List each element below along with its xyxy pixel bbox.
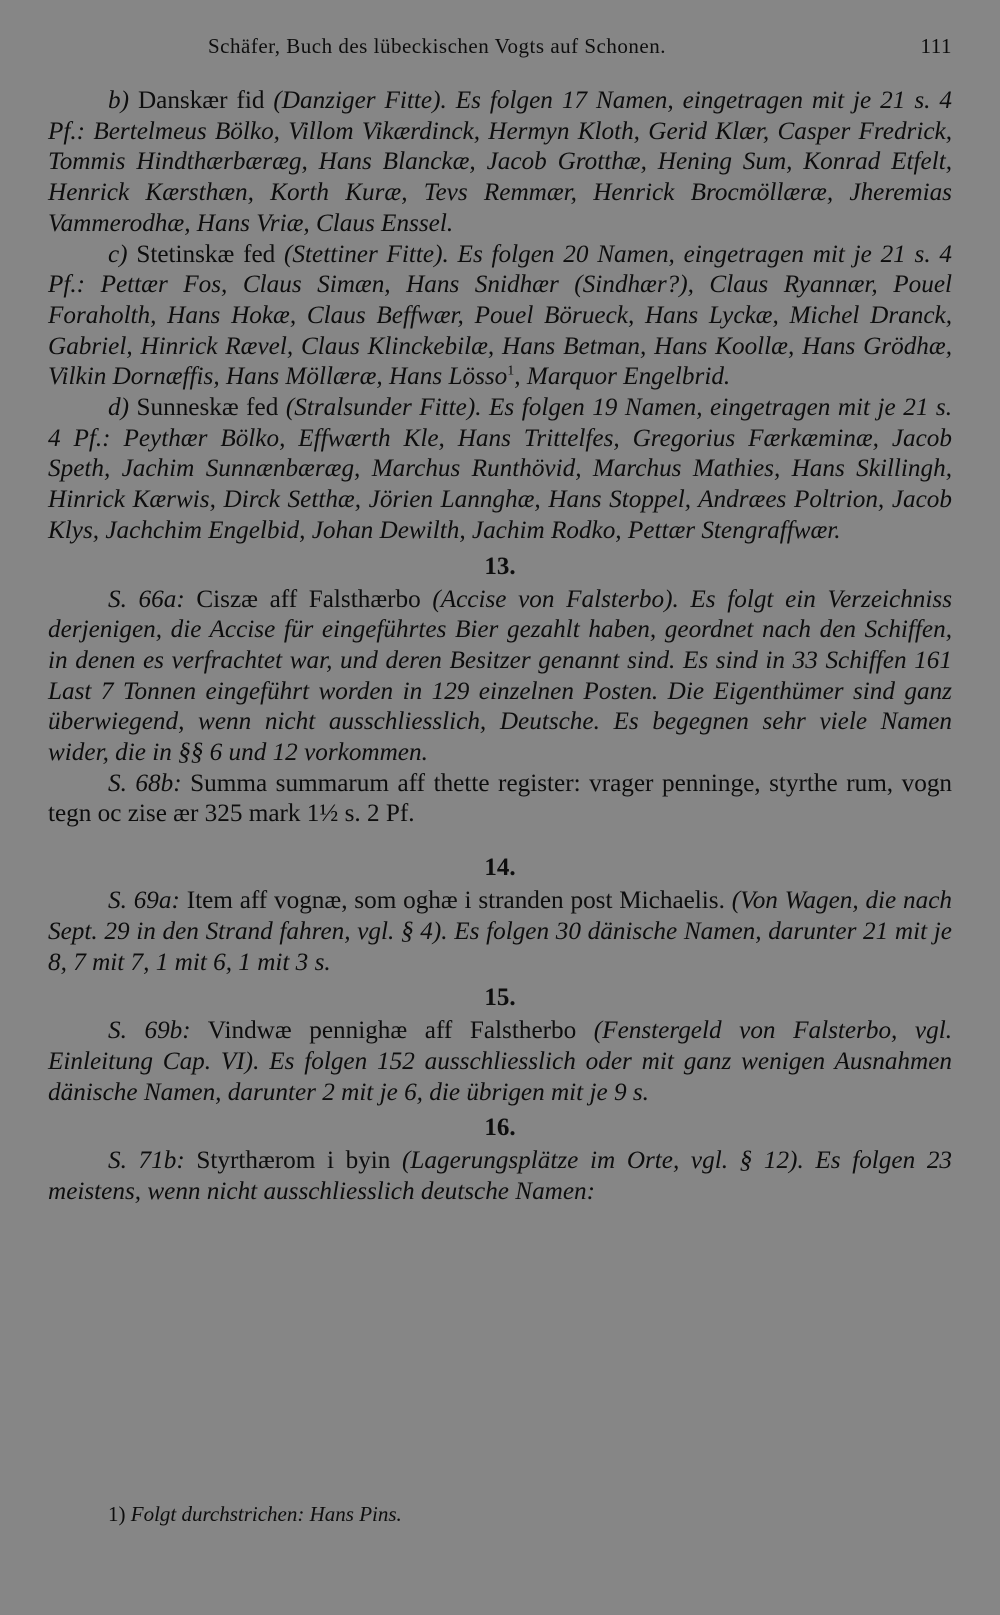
item-text-continued: , Marquor Engelbrid. — [514, 363, 731, 391]
section-16-paragraph — [48, 1146, 952, 1207]
section-text: (Fenstergeld von Falsterbo, vgl. Einleitung Cap. VI). Es folgen 152 ausschliesslich oder mit ganz wenigen Ausnahmen dänische Namen, darunter 2 mit je 6, die übrigen mit je 9 s. — [48, 1017, 953, 1106]
section-13-paragraph-1 — [48, 585, 952, 769]
section-15-paragraph — [48, 1016, 952, 1108]
section-heading-15: 15. — [484, 984, 516, 1012]
section-lead: Vindwæ pennighæ aff Falstherbo — [207, 1017, 577, 1045]
section-ref: S. 71b: — [108, 1147, 185, 1175]
body-text — [48, 86, 952, 1208]
item-text: (Stralsunder Fitte). Es folgen 19 Namen, eingetragen mit je 21 s. 4 Pf.: Peythær Bölko, Effwærth Kle, Hans Trittelfes, Gregorius Færkæminæ, Jacob Speth, Jachim Sunnænbæræg, Marchus Runthövid, Marchus Mathies, Hans Skillingh, Hinrick Kærwis, Dirck Setthæ, Jörien Lannghæ, Hans Stoppel, Andræes Poltrion, Jacob Klys, Jachchim Engelbid, Johan Dewilth, Jachim Rodko, Pettær Stengraffwær. — [48, 394, 953, 544]
item-text: (Danziger Fitte). Es folgen 17 Namen, eingetragen mit je 21 s. 4 Pf.: Bertelmeus Bölko, Villom Vikærdinck, Hermyn Kloth, Gerid Klær, Casper Fredrick, Tommis Hindthærbæræg, Hans Blanckæ, Jacob Grotthæ, Hening Sum, Konrad Etfelt, Henrick Kærsthæn, Korth Kuræ, Tevs Remmær, Henrick Brocmöllæræ, Jheremias Vammerodhæ, Hans Vriæ, Claus Enssel. — [48, 87, 952, 237]
paragraph-b — [48, 86, 952, 240]
running-title: Schäfer, Buch des lübeckischen Vogts auf Schonen. — [208, 34, 666, 58]
item-label: b) — [108, 87, 129, 114]
footnote-text: Folgt durchstrichen: Hans Pins. — [130, 1502, 402, 1526]
section-text: (Lagerungsplätze im Orte, vgl. § 12). Es folgen 23 meistens, wenn nicht ausschliesslich deutsche Namen: — [48, 1147, 953, 1206]
section-heading-13: 13. — [484, 552, 516, 580]
section-ref: S. 68b: — [108, 769, 182, 797]
section-text: Summa summarum aff thette register: vrager penninge, styrthe rum, vogn tegn oc zise ær 325 mark 1½ s. 2 Pf. — [48, 769, 953, 828]
item-lead: Sunneskæ fed — [136, 394, 279, 422]
footnote-ref: 1 — [507, 363, 515, 379]
section-heading-14: 14. — [484, 854, 516, 882]
section-text: (Von Wagen, die nach Sept. 29 in den Strand fahren, vgl. § 4). Es folgen 30 dänische Namen, darunter 21 mit je 8, 7 mit 7, 1 mit 6, 1 mit 3 s. — [48, 887, 953, 976]
section-ref: S. 69a: — [108, 887, 180, 915]
section-14-paragraph — [48, 886, 952, 978]
section-lead: Ciszæ aff Falsthærbo — [196, 585, 421, 613]
item-lead: Danskær fid — [137, 87, 265, 114]
section-heading-16: 16. — [484, 1114, 516, 1142]
section-ref: S. 66a: — [108, 585, 185, 613]
page-number: 111 — [920, 34, 952, 58]
paragraph-c — [48, 240, 952, 394]
footnote-mark: 1) — [108, 1502, 126, 1526]
section-13-paragraph-2 — [48, 769, 952, 830]
item-text: (Stettiner Fitte). Es folgen 20 Namen, eingetragen mit je 21 s. 4 Pf.: Pettær Fos, Claus Simæn, Hans Snidhær (Sindhær?), Claus Ryannær, Pouel Foraholth, Hans Hokæ, Claus Beffwær, Pouel Börueck, Hans Lyckæ, Michel Dranck, Gabriel, Hinrick Rævel, Claus Klinckebilæ, Hans Betman, Hans Koollæ, Hans Grödhæ, Vilkin Dornæffis, Hans Möllæræ, Hans Lösso — [48, 240, 953, 391]
section-text: (Accise von Falsterbo). Es folgt ein Verzeichniss derjenigen, die Accise für eingeführtes Bier gezahlt haben, geordnet nach den Schiffen, in denen es verfrachtet war, und deren Besitzer genannt sind. Es sind in 33 Schiffen 161 Last 7 Tonnen eingeführt worden in 129 einzelnen Posten. Die Eigenthümer sind ganz überwiegend, wenn nicht ausschliesslich, Deutsche. Es begegnen sehr viele Namen wider, die in §§ 6 und 12 vorkommen. — [48, 585, 953, 767]
item-label: c) — [108, 240, 128, 268]
section-lead: Item aff vognæ, som oghæ i stranden post Michaelis. — [186, 887, 725, 915]
paragraph-d — [48, 393, 952, 547]
footnote — [108, 1502, 402, 1527]
item-label: d) — [108, 394, 129, 422]
section-ref: S. 69b: — [108, 1017, 191, 1045]
spacer — [48, 830, 952, 848]
running-head — [48, 34, 952, 64]
section-lead: Styrthærom i byin — [196, 1147, 391, 1175]
item-lead: Stetinskæ fed — [136, 240, 276, 268]
